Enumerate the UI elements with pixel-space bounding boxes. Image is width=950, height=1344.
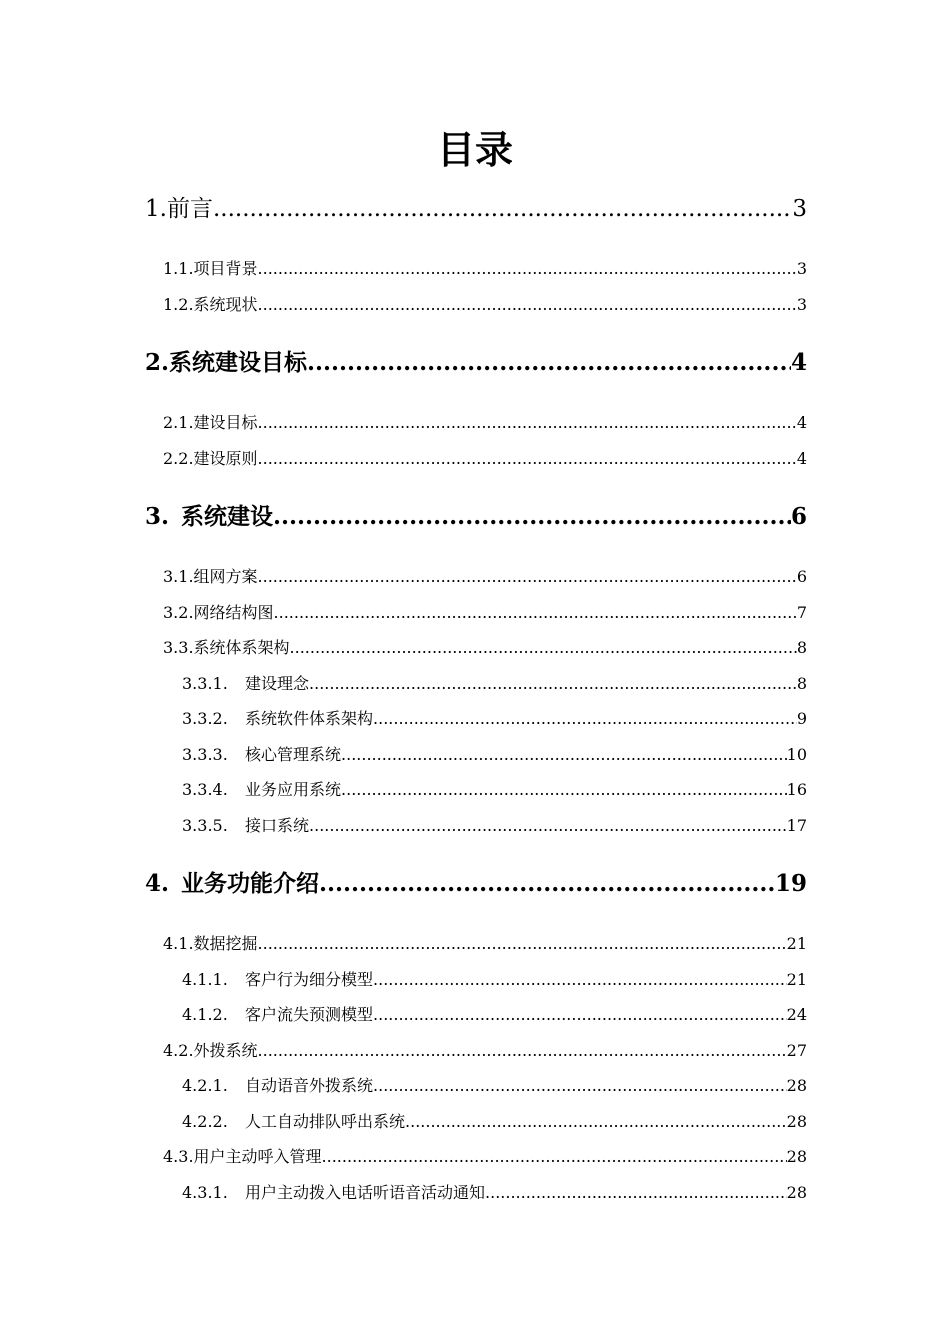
toc-entry-3-3-1[interactable] [182, 672, 807, 696]
toc-entry-number: 3. [145, 503, 170, 530]
toc-page-number: 7 [796, 603, 807, 622]
toc-page-number: 8 [796, 674, 807, 693]
toc-entry-number: 3.3.1. [182, 674, 228, 693]
toc-entry-text: 系统建设 [181, 503, 274, 530]
toc-entry-text: 核心管理系统 [245, 745, 342, 764]
toc-entry-text: 人工自动排队呼出系统 [245, 1112, 406, 1131]
toc-page-number: 3 [796, 259, 807, 278]
toc-page-number: 21 [786, 934, 807, 953]
toc-entry-4-3[interactable] [163, 1145, 807, 1169]
toc-entry-1-2[interactable] [163, 293, 807, 317]
toc-dot-leader [341, 778, 787, 802]
toc-page-number: 28 [786, 1183, 807, 1202]
toc-entry-number: 3.3.2. [182, 709, 228, 728]
toc-entry-4-2-2[interactable] [182, 1110, 807, 1134]
toc-dot-leader [485, 1181, 787, 1205]
toc-page-number: 27 [786, 1041, 807, 1060]
toc-entry-number: 4.2.2. [182, 1112, 228, 1131]
toc-entry-number: 3.1. [163, 567, 194, 586]
toc-dot-leader [258, 257, 797, 281]
toc-entry-number: 3.3.3. [182, 745, 228, 764]
toc-dot-leader [307, 347, 791, 379]
toc-entry-text: 项目背景 [193, 259, 258, 278]
toc-dot-leader [373, 1003, 787, 1027]
toc-page-number: 28 [786, 1076, 807, 1095]
toc-entry-number: 1. [145, 196, 167, 222]
toc-dot-leader [290, 636, 797, 660]
toc-entry-text: 建设理念 [245, 674, 310, 693]
toc-entry-number: 2. [145, 349, 170, 376]
toc-page-number: 6 [790, 503, 807, 530]
toc-entry-3-2[interactable] [163, 601, 807, 625]
toc-dot-leader [258, 293, 797, 317]
toc-entry-text: 系统体系架构 [193, 638, 290, 657]
toc-title: 目录 [436, 128, 513, 172]
toc-entry-text: 组网方案 [193, 567, 258, 586]
toc-entry-number: 1.2. [163, 295, 194, 314]
toc-entry-4-1-1[interactable] [182, 968, 807, 992]
toc-page-number: 28 [786, 1147, 807, 1166]
toc-entry-3-3[interactable] [163, 636, 807, 660]
toc-entry-2-1[interactable] [163, 411, 807, 435]
toc-entry-4-1[interactable] [163, 932, 807, 956]
toc-entry-4-1-2[interactable] [182, 1003, 807, 1027]
toc-dot-leader [273, 501, 791, 533]
toc-dot-leader [258, 1039, 787, 1063]
toc-entry-number: 4.2.1. [182, 1076, 228, 1095]
toc-page-number: 10 [786, 745, 807, 764]
toc-entry-text: 建设原则 [193, 449, 258, 468]
toc-dot-leader [274, 601, 797, 625]
toc-dot-leader [322, 1145, 787, 1169]
toc-dot-leader [341, 743, 787, 767]
toc-entry-text: 客户流失预测模型 [245, 1005, 374, 1024]
toc-entry-4-2[interactable] [163, 1039, 807, 1063]
toc-page-number: 19 [774, 870, 807, 897]
toc-dot-leader [258, 565, 797, 589]
toc-entry-number: 3.3.5. [182, 816, 228, 835]
toc-entry-number: 2.2. [163, 449, 194, 468]
toc-entry-number: 4.1.1. [182, 970, 228, 989]
toc-entry-2[interactable] [145, 347, 807, 379]
toc-entry-number: 1.1. [163, 259, 194, 278]
toc-entry-text: 前言 [166, 196, 213, 222]
toc-page-number: 8 [796, 638, 807, 657]
toc-entry-text: 业务应用系统 [245, 780, 342, 799]
toc-entry-3[interactable] [145, 501, 807, 533]
toc-entry-text: 系统建设目标 [169, 349, 308, 376]
toc-entry-3-3-5[interactable] [182, 814, 807, 838]
toc-entry-number: 3.3.4. [182, 780, 228, 799]
toc-page-number: 3 [796, 295, 807, 314]
toc-page-number: 21 [786, 970, 807, 989]
toc-entry-3-3-2[interactable] [182, 707, 807, 731]
toc-page-number: 4 [796, 449, 807, 468]
toc-entry-text: 用户主动呼入管理 [193, 1147, 322, 1166]
toc-entry-text: 客户行为细分模型 [245, 970, 374, 989]
toc-entry-text: 外拨系统 [193, 1041, 258, 1060]
toc-entry-3-1[interactable] [163, 565, 807, 589]
toc-entry-4-2-1[interactable] [182, 1074, 807, 1098]
toc-entry-4[interactable] [145, 868, 807, 900]
toc-dot-leader [258, 932, 787, 956]
toc-dot-leader [213, 193, 792, 225]
toc-entry-text: 系统现状 [193, 295, 258, 314]
toc-entry-3-3-3[interactable] [182, 743, 807, 767]
toc-page-number: 6 [796, 567, 807, 586]
toc-dot-leader [405, 1110, 787, 1134]
toc-entry-number: 4.2. [163, 1041, 194, 1060]
toc-dot-leader [309, 814, 787, 838]
toc-entry-number: 4.3. [163, 1147, 194, 1166]
toc-entry-text: 自动语音外拨系统 [245, 1076, 374, 1095]
toc-page-number: 4 [796, 413, 807, 432]
toc-entry-2-2[interactable] [163, 447, 807, 471]
toc-page-number: 3 [792, 196, 807, 222]
toc-page-number: 9 [796, 709, 807, 728]
toc-entry-4-3-1[interactable] [182, 1181, 807, 1205]
toc-entry-text: 建设目标 [193, 413, 258, 432]
toc-entry-number: 4.3.1. [182, 1183, 228, 1202]
toc-entry-text: 接口系统 [245, 816, 310, 835]
toc-entry-3-3-4[interactable] [182, 778, 807, 802]
toc-entry-text: 业务功能介绍 [181, 870, 320, 897]
toc-page-number: 16 [786, 780, 807, 799]
toc-entry-number: 3.2. [163, 603, 194, 622]
toc-dot-leader [373, 707, 797, 731]
toc-dot-leader [373, 968, 787, 992]
toc-entry-number: 4.1.2. [182, 1005, 228, 1024]
toc-page-number: 28 [786, 1112, 807, 1131]
toc-entry-text: 数据挖掘 [193, 934, 258, 953]
toc-entry-number: 4.1. [163, 934, 194, 953]
toc-dot-leader [309, 672, 797, 696]
toc-entry-number: 2.1. [163, 413, 194, 432]
toc-dot-leader [373, 1074, 787, 1098]
toc-entry-text: 网络结构图 [193, 603, 274, 622]
toc-page-number: 4 [790, 349, 807, 376]
toc-entry-1[interactable] [145, 193, 807, 225]
toc-entry-text: 系统软件体系架构 [245, 709, 374, 728]
toc-entry-1-1[interactable] [163, 257, 807, 281]
toc-dot-leader [319, 868, 775, 900]
toc-page-number: 24 [786, 1005, 807, 1024]
toc-entry-text: 用户主动拨入电话听语音活动通知 [245, 1183, 486, 1202]
toc-dot-leader [258, 447, 797, 471]
toc-page-number: 17 [786, 816, 807, 835]
toc-entry-number: 4. [145, 870, 170, 897]
toc-dot-leader [258, 411, 797, 435]
toc-entry-number: 3.3. [163, 638, 194, 657]
